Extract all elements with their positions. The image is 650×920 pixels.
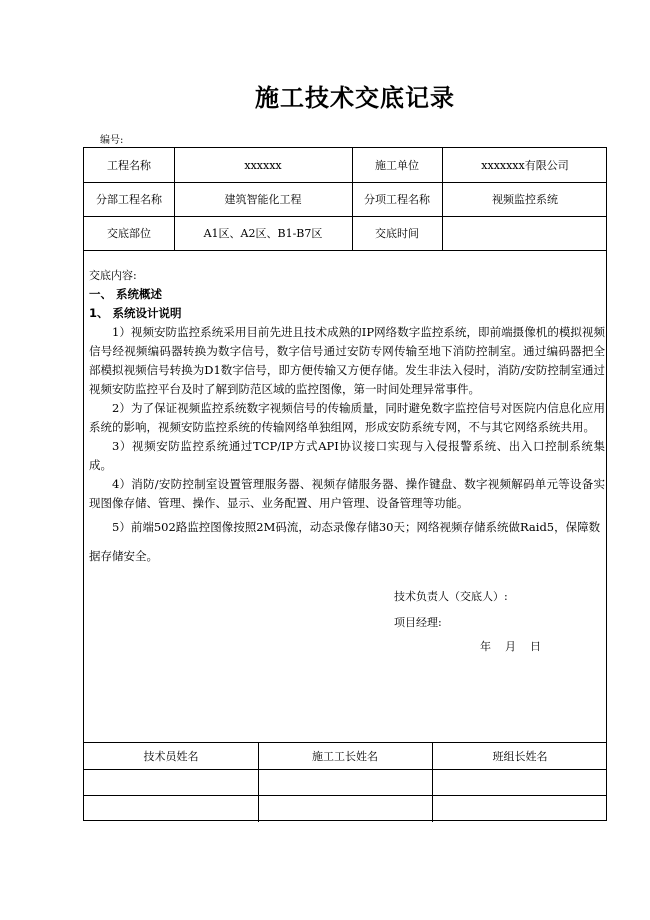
handover-area-label: 交底部位 <box>107 227 151 240</box>
contractor-label: 施工单位 <box>375 159 419 172</box>
paragraph-4: 4）消防/安防控制室设置管理服务器、视频存储服务器、操作键盘、数字视频解码单元等设备实现图像存储、管理、操作、显示、业务配置、用户管理、设备管理等功能。 <box>89 477 605 510</box>
date-label: 年 月 日 <box>480 640 541 653</box>
paragraph-2: 2）为了保证视频监控系统数字视频信号的传输质量，同时避免数字监控信号对医院内信息化应用系统的影响，视频安防监控系统的传输网络单独组网，形成安防系统专网，不与其它网络系统共用。 <box>89 401 605 434</box>
paragraph-1: 1）视频安防监控系统采用目前先进且技术成熟的IP网络数字监控系统，即前端摄像机的模拟视频信号经视频编码器转换为数字信号，数字信号通过安防专网传输至地下消防控制室。通过编码器把全部模拟视频信号转换为D1数字信号，即方便传输又方便存储。发生非法入侵时，消防/安防控制室通过视频安防监控平台及时了解到防范区域的监控图像，第一时间处理异常事件。 <box>89 325 605 396</box>
handover-content <box>89 266 605 571</box>
section-heading: 一、 系统概述 <box>89 287 163 301</box>
team-leader-name-header: 班组长姓名 <box>492 749 548 763</box>
document-title: 施工技术交底记录 <box>255 83 455 112</box>
project-name-value: xxxxxx <box>244 158 282 172</box>
handover-area-value: A1区、A2区、B1-B7区 <box>203 227 323 240</box>
foreman-name-header: 施工工长姓名 <box>312 749 378 763</box>
handover-time-label: 交底时间 <box>375 227 419 240</box>
record-form <box>83 147 607 821</box>
handover-time-value <box>442 216 608 250</box>
row-divider <box>84 795 606 796</box>
project-manager-signature-label: 项目经理: <box>394 616 442 629</box>
tech-lead-signature-label: 技术负责人（交底人）: <box>394 590 508 603</box>
content-intro-label: 交底内容: <box>89 269 137 282</box>
division-name-label: 分部工程名称 <box>96 193 162 206</box>
subsection-heading: 1、 系统设计说明 <box>89 306 182 320</box>
paragraph-5: 5）前端502路监控图像按照2M码流，动态录像存储30天；网络视频存储系统做Raid5，保障数据存储安全。 <box>89 520 601 563</box>
contractor-value: xxxxxxx有限公司 <box>481 159 569 172</box>
subitem-name-label: 分项工程名称 <box>364 193 430 206</box>
subitem-name-value: 视频监控系统 <box>492 193 558 206</box>
row-divider <box>84 250 606 251</box>
serial-number-label: 编号: <box>100 135 124 146</box>
technician-name-header: 技术员姓名 <box>143 749 199 763</box>
row-divider <box>84 769 606 770</box>
division-name-value: 建筑智能化工程 <box>224 193 302 206</box>
project-name-label: 工程名称 <box>107 159 151 172</box>
paragraph-3: 3）视频安防监控系统通过TCP/IP方式API协议接口实现与入侵报警系统、出入口控制系统集成。 <box>89 439 605 472</box>
